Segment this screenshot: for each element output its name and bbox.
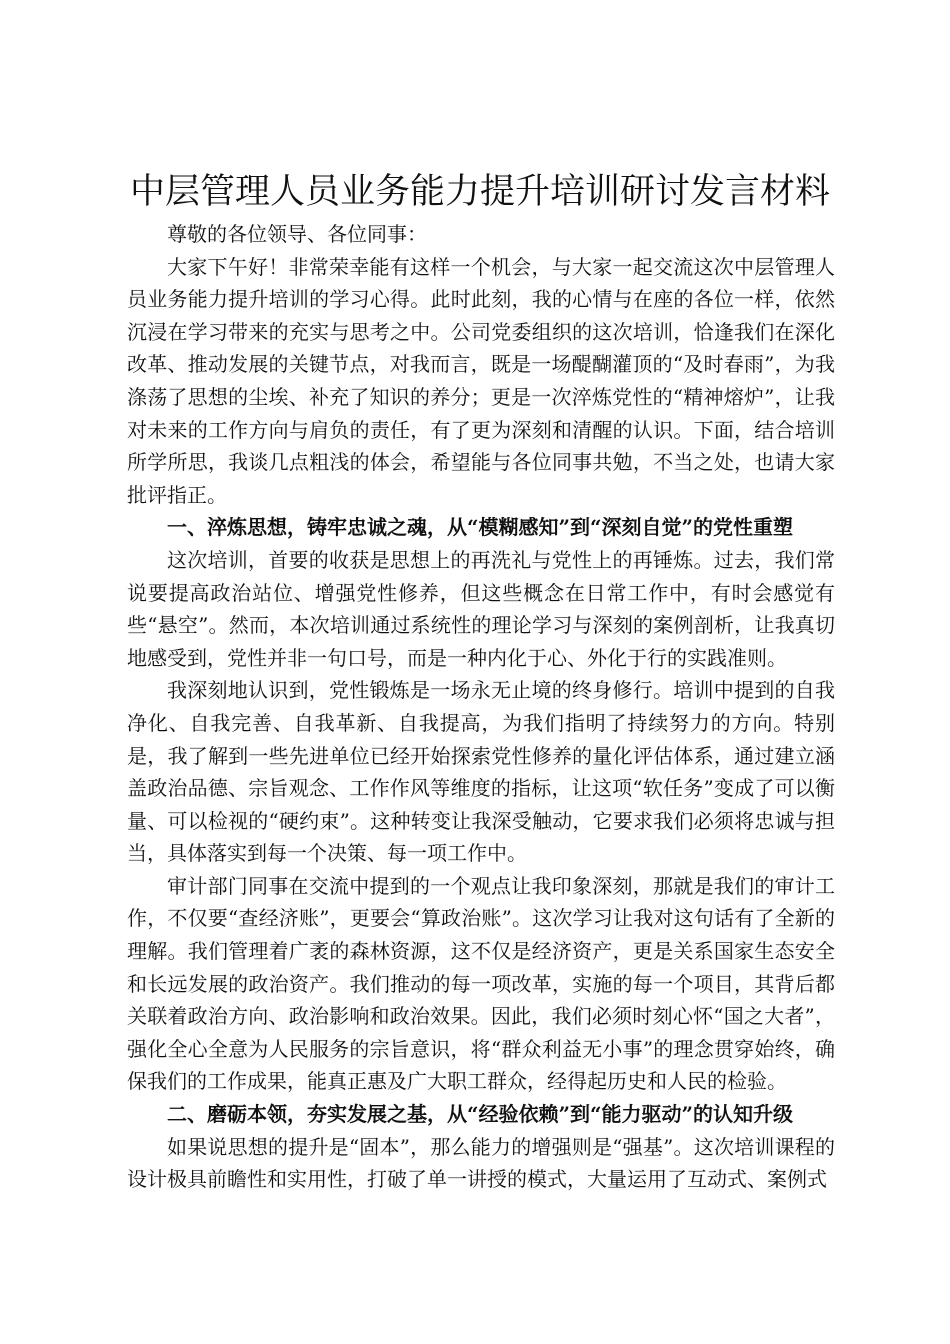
section-1-heading: 一、淬炼思想，铸牢忠诚之魂，从“模糊感知”到“深刻自觉”的党性重塑	[167, 515, 794, 540]
section-1-paragraph-1: 这次培训，首要的收获是思想上的再洗礼与党性上的再锤炼。过去，我们常说要提高政治站位、增强党性修养，但这些概念在日常工作中，有时会感觉有些“悬空”。然而，本次培训通过系统性的理论学习与深刻的案例剖析，让我真切地感受到，党性并非一句口号，而是一种内化于心、外化于行的实践准则。	[127, 547, 835, 670]
document-title: 中层管理人员业务能力提升培训研讨发言材料	[129, 172, 830, 212]
section-1-paragraph-2: 我深刻地认识到，党性锻炼是一场永无止境的终身修行。培训中提到的自我净化、自我完善、自我革新、自我提高，为我们指明了持续努力的方向。特别是，我了解到一些先进单位已经开始探索党性修养的量化评估体系，通过建立涵盖政治品德、宗旨观念、工作作风等维度的指标，让这项“软任务”变成了可以衡量、可以检视的“硬约束”。这种转变让我深受触动，它要求我们必须将忠诚与担当，具体落实到每一个决策、每一项工作中。	[127, 678, 835, 866]
section-1-paragraph-3: 审计部门同事在交流中提到的一个观点让我印象深刻，那就是我们的审计工作，不仅要“查经济账”，更要会“算政治账”。这次学习让我对这句话有了全新的理解。我们管理着广袤的森林资源，这不仅是经济资产，更是关系国家生态安全和长远发展的政治资产。我们推动的每一项改革，实施的每一个项目，其背后都关联着政治方向、政治影响和政治效果。因此，我们必须时刻心怀“国之大者”，强化全心全意为人民服务的宗旨意识，将“群众利益无小事”的理念贯穿始终，确保我们的工作成果，能真正惠及广大职工群众，经得起历史和人民的检验。	[127, 873, 835, 1094]
section-2-paragraph-1: 如果说思想的提升是“固本”，那么能力的增强则是“强基”。这次培训课程的设计极具前瞻性和实用性，打破了单一讲授的模式，大量运用了互动式、案例式	[127, 1134, 835, 1192]
document-body	[127, 218, 835, 1196]
intro-paragraph: 大家下午好！非常荣幸能有这样一个机会，与大家一起交流这次中层管理人员业务能力提升培训的学习心得。此时此刻，我的心情与在座的各位一样，依然沉浸在学习带来的充实与思考之中。公司党委组织的这次培训，恰逢我们在深化改革、推动发展的关键节点，对我而言，既是一场醍醐灌顶的“及时春雨”，为我涤荡了思想的尘埃、补充了知识的养分；更是一次淬炼党性的“精神熔炉”，让我对未来的工作方向与肩负的责任，有了更为深刻和清醒的认识。下面，结合培训所学所思，我谈几点粗浅的体会，希望能与各位同事共勉，不当之处，也请大家批评指正。	[127, 254, 835, 507]
section-2-heading: 二、磨砺本领，夯实发展之基，从“经验依赖”到“能力驱动”的认知升级	[167, 1102, 794, 1127]
salutation: 尊敬的各位领导、各位同事：	[167, 222, 427, 246]
